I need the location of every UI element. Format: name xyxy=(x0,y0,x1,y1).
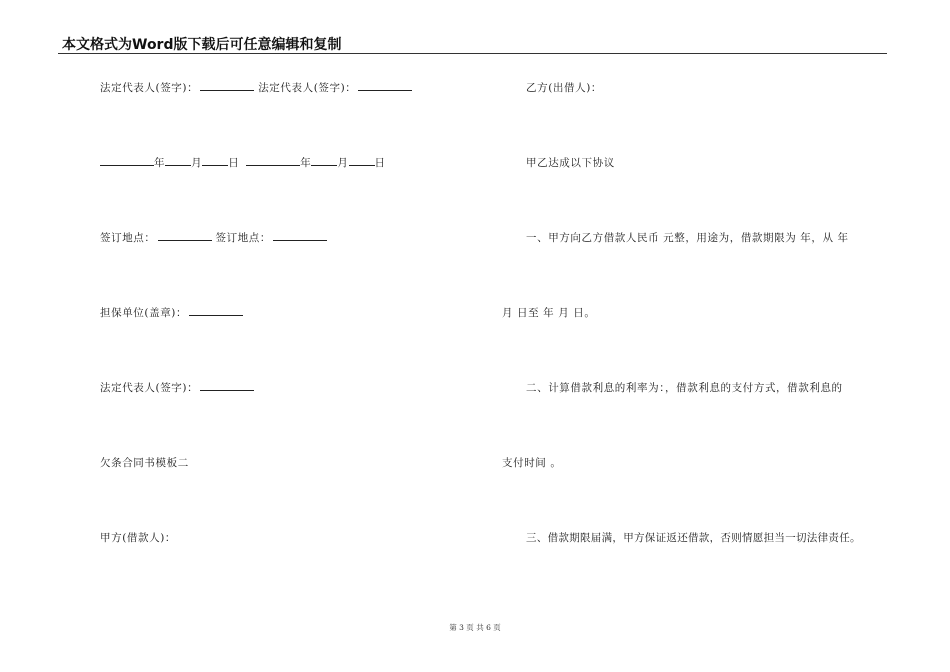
clause-3: 三、借款期限届满，甲方保证返还借款，否则情愿担当一切法律责任。 xyxy=(526,532,861,544)
legal-rep-label-3: 法定代表人(签字)： xyxy=(100,382,199,394)
month-blank-1 xyxy=(165,155,191,166)
year-label-2: 年 xyxy=(300,157,312,169)
signing-place-label-2: 签订地点： xyxy=(215,232,271,244)
clause-2-line-1: 二、计算借款利息的利率为：，借款利息的支付方式，借款利息的 xyxy=(526,382,843,394)
template-title: 欠条合同书模板二 xyxy=(100,457,189,469)
signature-line-legal-reps xyxy=(100,80,412,95)
year-blank-2 xyxy=(246,155,300,166)
date-line xyxy=(100,155,386,170)
clause-1-line-1: 一、甲方向乙方借款人民币 元整，用途为，借款期限为 年，从 年 xyxy=(526,232,849,244)
legal-rep-label-1: 法定代表人(签字)： xyxy=(100,82,199,94)
document-header-title: 本文格式为Word版下载后可任意编辑和复制 xyxy=(62,37,342,53)
guarantor-line xyxy=(100,305,243,320)
year-label-1: 年 xyxy=(154,157,166,169)
party-a-label: 甲方(借款人)： xyxy=(100,532,176,544)
day-blank-2 xyxy=(349,155,375,166)
party-b-label: 乙方(出借人)： xyxy=(526,82,602,94)
signing-place-blank-1 xyxy=(158,230,212,241)
day-blank-1 xyxy=(202,155,228,166)
signing-place-label-1: 签订地点： xyxy=(100,232,156,244)
guarantor-blank xyxy=(189,305,243,316)
signature-blank-3 xyxy=(200,380,254,391)
legal-rep-label-2: 法定代表人(签字)： xyxy=(258,82,357,94)
clause-2-line-2: 支付时间 。 xyxy=(502,457,562,469)
year-blank-1 xyxy=(100,155,154,166)
signing-place-line xyxy=(100,230,327,245)
guarantor-label: 担保单位(盖章)： xyxy=(100,307,188,319)
header-divider xyxy=(58,53,887,54)
month-label-1: 月 xyxy=(191,157,203,169)
day-label-2: 日 xyxy=(374,157,386,169)
month-label-2: 月 xyxy=(337,157,349,169)
signature-blank-1 xyxy=(200,80,254,91)
agreement-intro: 甲乙达成以下协议 xyxy=(526,157,615,169)
month-blank-2 xyxy=(311,155,337,166)
signing-place-blank-2 xyxy=(273,230,327,241)
day-label-1: 日 xyxy=(228,157,240,169)
legal-rep-line xyxy=(100,380,254,395)
clause-1-line-2: 月 日至 年 月 日。 xyxy=(502,307,596,319)
signature-blank-2 xyxy=(358,80,412,91)
page-number: 第 3 页 共 6 页 xyxy=(449,623,501,632)
